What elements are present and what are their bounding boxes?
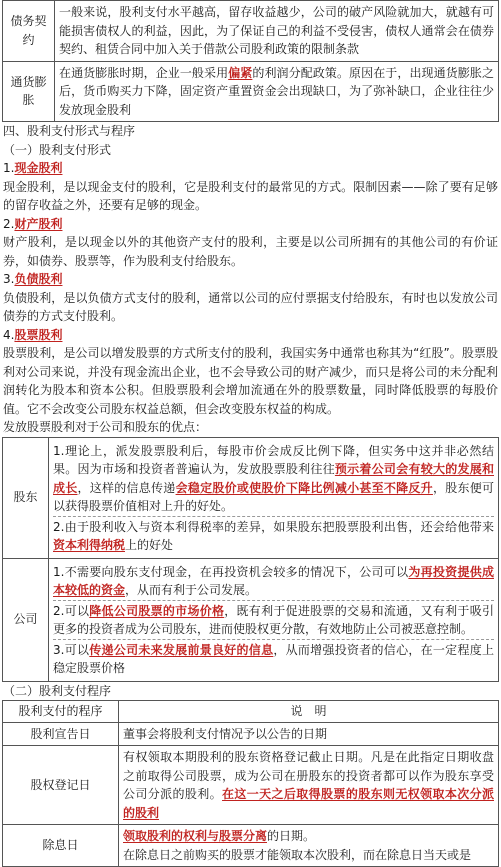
highlight-text: 在这一天之后取得股票的股东则无权领取本次分派的股利 xyxy=(123,787,494,820)
procedure-step: 股利宣告日 xyxy=(3,722,119,746)
text-run: 董事会将股利支付情况予以公告的日期 xyxy=(123,726,328,741)
text-run: 2.由于股利收入与资本利得税率的差异，如果股东把股票股利出售，还会给他带来 xyxy=(53,519,494,534)
procedure-desc xyxy=(119,746,499,825)
procedure-row xyxy=(3,825,499,867)
factor-row xyxy=(3,61,499,122)
text-run: ，从而增强投资者的信心，在一定程度上稳定股票价格 xyxy=(53,642,494,675)
form-heading xyxy=(3,159,498,178)
procedure-step: 股权登记日 xyxy=(3,746,119,825)
text-run: 有权领取本期股利的股东资格登记截止日期。凡是在此指定日期收盘之前取得公司股票，成为公司在册股东的投资者都可以作为股东享受公司分派的股利。 xyxy=(123,750,494,801)
top-factors-table xyxy=(2,0,499,122)
highlight-text: 会稳定股价或使股价下降比例减小甚至不降反升 xyxy=(175,480,433,495)
text-run: 2.可以 xyxy=(53,603,90,618)
highlight-text: 偏紧 xyxy=(228,65,253,80)
text-run: 3.可以 xyxy=(53,642,90,657)
form-name: 现金股利 xyxy=(14,161,63,175)
procedure-desc xyxy=(119,722,499,746)
highlight-text: 领取股利的权利与股票分离 xyxy=(123,829,268,843)
text-run: 一般来说，股利支付水平越高，留存收益越少，公司的破产风险就加大，就越有可能损害债权人的利益，因此，为了保证自己的利益不受侵害，债权人通常会在债券契约、租赁合同中加入关于借款公司股利政策的限制条款 xyxy=(59,5,494,56)
procedure-header-row xyxy=(3,701,499,723)
section-4-title: 四、股利支付形式与程序 xyxy=(3,124,136,138)
highlight-text: 传递公司未来发展前景良好的信息 xyxy=(89,642,274,657)
text-run: ，从而有利于公司发展。 xyxy=(125,583,258,597)
text-run: 1.不需要向股东支付现金，在再投资机会较多的情况下，公司可以 xyxy=(53,564,409,579)
text-run: 的日期。 xyxy=(267,829,316,843)
factor-label: 通货膨胀 xyxy=(3,61,55,122)
form-description: 负债股利，是以负债方式支付的股利，通常以公司的应付票据支付给股东，有时也以发放公司债券的方式支付股利。 xyxy=(3,290,498,323)
highlight-text: 为再投资提供成本较低的资金 xyxy=(53,564,494,597)
factor-label: 债务契约 xyxy=(3,1,55,62)
benefit-point xyxy=(53,600,494,639)
text-run: 1.理论上，派发股票股利后，每股市价会成反比例下降，但实务中这并非必然结果。因为市场和投资者普遍认为，发放股票股利往往 xyxy=(53,443,494,476)
procedure-header-step: 股利支付的程序 xyxy=(3,701,119,723)
benefit-point xyxy=(53,562,494,600)
procedure-row xyxy=(3,746,499,825)
form-description: 现金股利，是以现金支付的股利，它是股利支付的最常见的方式。限制因素——除了要有足够的留存收益之外，还要有足够的现金。 xyxy=(3,179,498,212)
benefit-point xyxy=(53,516,494,555)
form-number: 2. xyxy=(3,216,15,231)
benefit-points xyxy=(49,437,499,558)
form-number: 3. xyxy=(3,272,15,286)
dividend-forms xyxy=(3,159,498,418)
text-run: 上的好处 xyxy=(125,538,174,552)
benefit-row xyxy=(3,558,499,681)
text-run: 在除息日之前购买的股票才能领取本次股利，而在除息日当天或是 xyxy=(123,847,472,862)
factor-row xyxy=(3,1,499,62)
factor-content xyxy=(55,61,499,122)
highlight-text: 预示着公司会有较大的发展和成长 xyxy=(53,462,494,495)
sub1-title: （一）股利支付形式 xyxy=(3,142,112,157)
text-run: ，这样的信息传递 xyxy=(77,480,176,495)
text-run: ，既有利于促进股票的交易和流通，又有利于吸引更多的投资者成为公司股东，进而使股权更分散，有效地防止公司被恶意控制。 xyxy=(53,603,494,636)
form-number: 4. xyxy=(3,327,15,342)
procedure-desc xyxy=(119,825,499,867)
form-description: 股票股利，是公司以增发股票的方式所支付的股利，我国实务中通常也称其为“红股”。股票股利对公司来说，并没有现金流出企业，也不会导致公司的财产减少，而只是将公司的未分配利润转化为股本和资本公积。但股票股利会增加流通在外的股票数量，同时降低股票的每股价值。它不会改变公司股东权益总额，但会改变股东权益的构成。 xyxy=(3,346,498,416)
procedure-header-desc: 说 明 xyxy=(119,701,499,723)
dividend-procedure-table xyxy=(2,700,499,867)
stock-dividend-benefits-table xyxy=(2,437,499,682)
benefit-party: 公司 xyxy=(3,558,49,681)
form-heading xyxy=(3,326,498,345)
impact-intro: 发放股票股利对于公司和股东的优点： xyxy=(3,420,208,434)
benefit-party: 股东 xyxy=(3,437,49,558)
form-heading xyxy=(3,215,498,234)
form-description: 财产股利，是以现金以外的其他资产支付的股利，主要是以公司所拥有的其他公司的有价证券，如债券、股票等，作为股利支付给股东。 xyxy=(3,235,498,268)
section-4 xyxy=(2,122,499,437)
benefit-points xyxy=(49,558,499,681)
benefit-point xyxy=(53,441,494,516)
benefit-row xyxy=(3,437,499,558)
procedure-row xyxy=(3,722,499,746)
sub2-title: （二）股利支付程序 xyxy=(3,683,112,698)
procedure-step: 除息日 xyxy=(3,825,119,867)
form-number: 1. xyxy=(3,161,15,175)
highlight-text: 降低公司股票的市场价格 xyxy=(89,603,225,618)
highlight-text: 资本利得纳税 xyxy=(53,538,126,552)
factor-content xyxy=(55,1,499,62)
form-name: 财产股利 xyxy=(14,216,63,231)
form-name: 股票股利 xyxy=(14,327,63,342)
text-run: 在通货膨胀时期，企业一般采用 xyxy=(59,65,229,80)
form-name: 负债股利 xyxy=(14,272,63,286)
text-run: ，股东便可以获得股票价值相对上升的好处。 xyxy=(53,480,494,513)
form-heading xyxy=(3,270,498,289)
text-run: 的利润分配政策。原因在于，出现通货膨胀之后，货币购买力下降，固定资产重置资金会出现缺口，为了弥补缺口，企业往往少发放现金股利 xyxy=(59,65,494,117)
benefit-point xyxy=(53,639,494,678)
